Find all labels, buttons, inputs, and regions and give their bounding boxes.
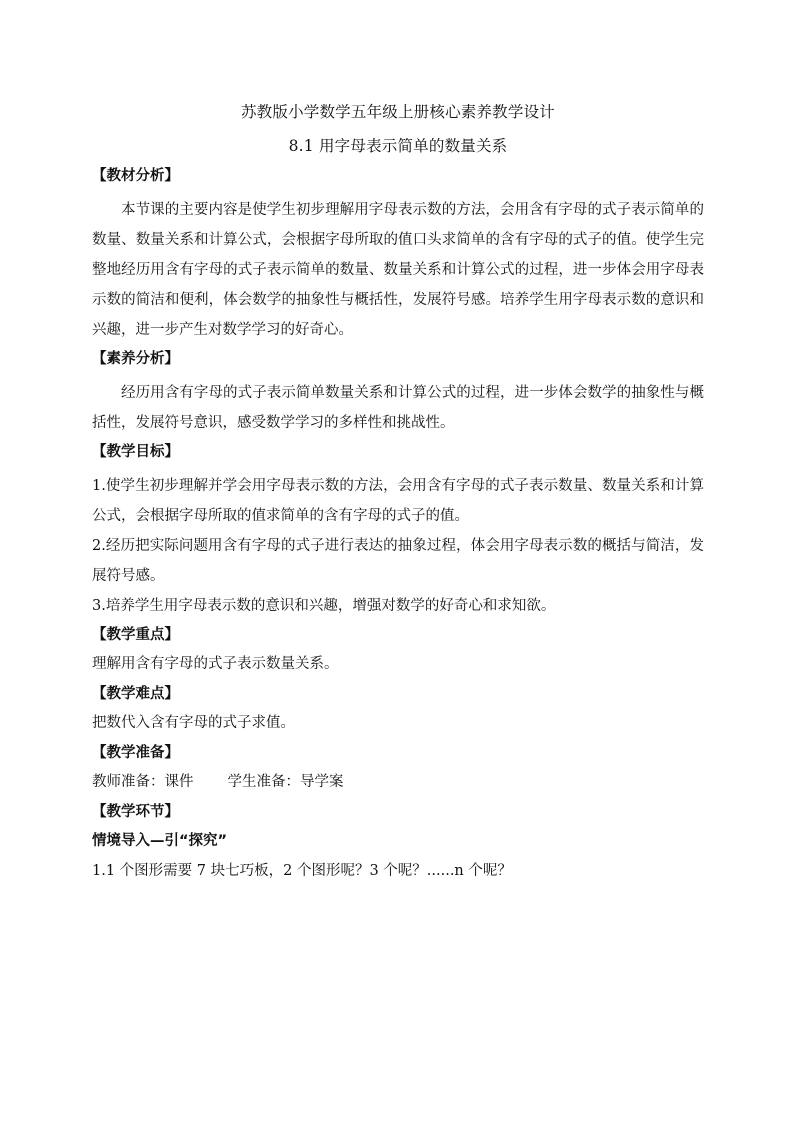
section-heading-literacy-analysis: 【素养分析】: [92, 351, 179, 367]
textbook-analysis-paragraph: 本节课的主要内容是使学生初步理解用字母表示数的方法，会用含有字母的式子表示简单的数量、数量关系和计算公式，会根据字母所取的值口头求简单的含有字母的式子的值。使学生完整地经历用含有字母的式子表示简单的数量、数量关系和计算公式的过程，进一步体会用字母表示数的简洁和便利，体会数学的抽象性与概括性，发展符号感。培养学生用字母表示数的意识和兴趣，进一步产生对数学学习的好奇心。: [92, 202, 704, 338]
teaching-goal-item: 2.经历把实际问题用含有字母的式子进行表达的抽象过程，体会用字母表示数的概括与简洁，发展符号感。: [92, 538, 704, 584]
teaching-goal-item: 1.使学生初步理解并学会用字母表示数的方法，会用含有字母的式子表示数量、数量关系和计算公式，会根据字母所取的值求简单的含有字母的式子的值。: [92, 478, 704, 524]
section-heading-teaching-steps: 【教学环节】: [92, 804, 179, 820]
student-preparation: 学生准备：导学案: [227, 774, 344, 790]
preparation-row: [92, 772, 704, 792]
section-heading-key-points: 【教学重点】: [92, 627, 179, 643]
section-heading-textbook-analysis: 【教材分析】: [92, 168, 179, 184]
document-title: 苏教版小学数学五年级上册核心素养教学设计: [240, 103, 555, 121]
section-heading-preparation: 【教学准备】: [92, 745, 179, 761]
step-subheading: 情境导入—引“探究”: [92, 833, 228, 849]
key-points-text: 理解用含有字母的式子表示数量关系。: [92, 656, 339, 672]
section-heading-teaching-goals: 【教学目标】: [92, 444, 179, 460]
teacher-preparation: 教师准备：课件: [92, 774, 194, 790]
section-heading-difficulties: 【教学难点】: [92, 686, 179, 702]
document-page: [92, 102, 704, 891]
teaching-goal-item: 3.培养学生用字母表示数的意识和兴趣，增强对数学的好奇心和求知欲。: [92, 598, 556, 614]
difficulties-text: 把数代入含有字母的式子求值。: [92, 715, 295, 731]
step-question: 1.1 个图形需要 7 块七巧板，2 个图形呢？3 个呢？......n 个呢？: [92, 863, 512, 879]
literacy-analysis-paragraph: 经历用含有字母的式子表示简单数量关系和计算公式的过程，进一步体会数学的抽象性与概括性，发展符号意识，感受数学学习的多样性和挑战性。: [92, 385, 704, 431]
lesson-title: 8.1 用字母表示简单的数量关系: [288, 137, 508, 155]
